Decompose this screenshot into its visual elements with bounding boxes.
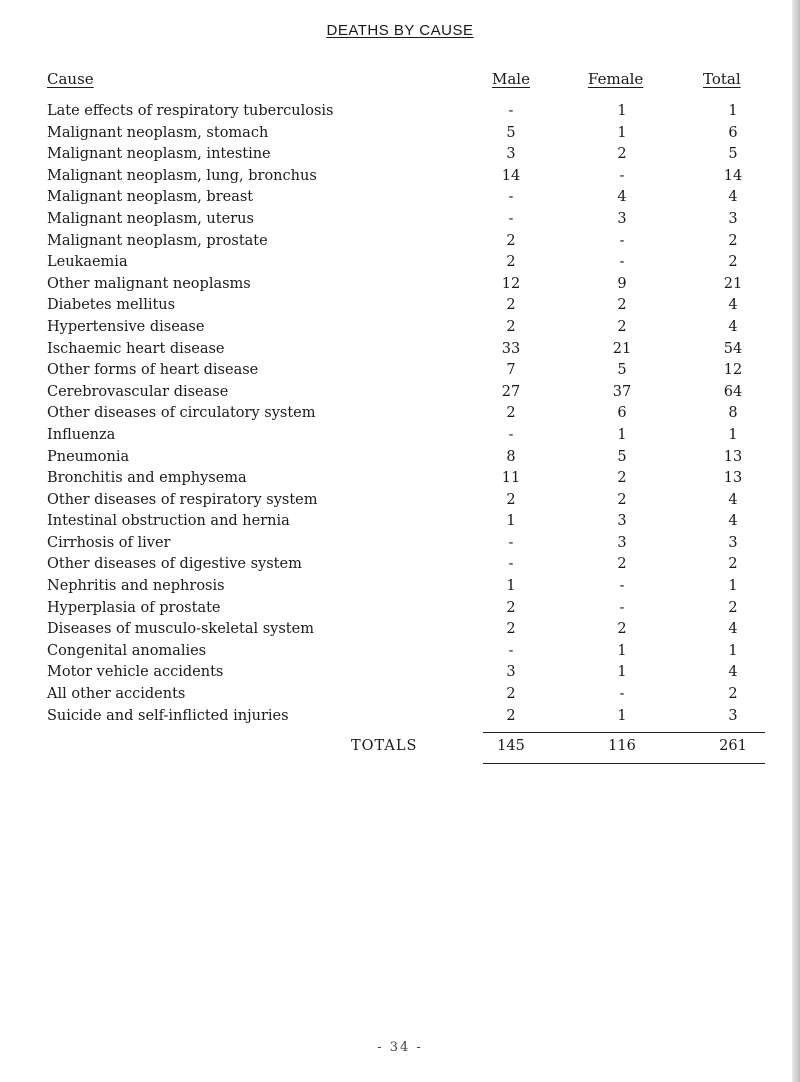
row-female: 6 xyxy=(617,405,627,422)
row-female: 2 xyxy=(617,297,627,314)
row-cause: Intestinal obstruction and hernia xyxy=(47,513,290,530)
row-male: 1 xyxy=(506,578,516,595)
table-row xyxy=(0,598,800,620)
row-male: - xyxy=(508,103,514,119)
row-male: 2 xyxy=(506,318,516,335)
row-female: 1 xyxy=(617,103,627,119)
totals-top-rule xyxy=(483,732,765,733)
row-cause: Other diseases of circulatory system xyxy=(47,405,316,422)
table-row xyxy=(0,662,800,684)
row-male: 7 xyxy=(506,362,516,379)
totals-total: 261 xyxy=(719,738,747,754)
row-female: 3 xyxy=(617,513,627,530)
row-male: - xyxy=(508,189,514,206)
row-female: - xyxy=(619,254,625,271)
row-male: 2 xyxy=(506,491,516,508)
table-row xyxy=(0,576,800,598)
row-total: 4 xyxy=(728,297,738,314)
table-row xyxy=(0,252,800,274)
row-cause: Other diseases of respiratory system xyxy=(47,491,318,508)
row-total: 54 xyxy=(723,340,743,357)
row-male: 27 xyxy=(501,383,521,400)
row-cause: All other accidents xyxy=(47,686,186,703)
row-male: 2 xyxy=(506,599,516,616)
row-total: 2 xyxy=(728,599,738,616)
row-total: 4 xyxy=(728,491,738,508)
row-total: 4 xyxy=(728,513,738,530)
row-cause: Late effects of respiratory tuberculosis xyxy=(47,103,334,119)
row-cause: Influenza xyxy=(47,426,116,443)
row-male: 2 xyxy=(506,707,516,724)
row-cause: Malignant neoplasm, intestine xyxy=(47,146,271,163)
row-female: 5 xyxy=(617,448,627,465)
row-total: 8 xyxy=(728,405,738,422)
table-row xyxy=(0,425,800,447)
cause-table xyxy=(0,101,800,727)
row-cause: Malignant neoplasm, breast xyxy=(47,189,254,206)
row-female: 21 xyxy=(612,340,632,357)
row-total: 3 xyxy=(728,210,738,227)
totals-female: 116 xyxy=(608,738,636,754)
row-total: 4 xyxy=(728,621,738,638)
row-male: - xyxy=(508,210,514,227)
table-row xyxy=(0,706,800,728)
row-female: - xyxy=(619,578,625,595)
row-female: 3 xyxy=(617,534,627,551)
row-total: 4 xyxy=(728,318,738,335)
row-total: 2 xyxy=(728,686,738,703)
row-total: 6 xyxy=(728,124,738,141)
row-female: 2 xyxy=(617,318,627,335)
row-female: 9 xyxy=(617,275,627,292)
row-total: 3 xyxy=(728,534,738,551)
table-row xyxy=(0,295,800,317)
row-female: 1 xyxy=(617,664,627,681)
row-male: - xyxy=(508,556,514,573)
row-cause: Ischaemic heart disease xyxy=(47,340,225,357)
page-title: DEATHS BY CAUSE xyxy=(326,22,474,39)
row-male: 2 xyxy=(506,232,516,249)
row-male: 1 xyxy=(506,513,516,530)
row-female: 2 xyxy=(617,146,627,163)
row-cause: Malignant neoplasm, lung, bronchus xyxy=(47,167,317,184)
table-row xyxy=(0,187,800,209)
row-female: 1 xyxy=(617,124,627,141)
row-female: - xyxy=(619,599,625,616)
row-female: 1 xyxy=(617,642,627,659)
row-male: 14 xyxy=(501,167,521,184)
row-female: 5 xyxy=(617,362,627,379)
row-total: 13 xyxy=(723,470,743,487)
row-total: 1 xyxy=(728,578,738,595)
row-female: 2 xyxy=(617,621,627,638)
row-total: 64 xyxy=(723,383,743,400)
table-row xyxy=(0,144,800,166)
row-male: 2 xyxy=(506,686,516,703)
row-cause: Other diseases of digestive system xyxy=(47,556,302,573)
row-total: 13 xyxy=(723,448,743,465)
table-row xyxy=(0,339,800,361)
row-total: 5 xyxy=(728,146,738,163)
row-female: 2 xyxy=(617,470,627,487)
row-cause: Suicide and self-inflicted injuries xyxy=(47,707,289,724)
header-female: Female xyxy=(588,70,644,88)
row-female: 1 xyxy=(617,707,627,724)
row-cause: Leukaemia xyxy=(47,254,128,271)
row-total: 2 xyxy=(728,254,738,271)
page-number: - 34 - xyxy=(377,1040,423,1055)
header-cause: Cause xyxy=(47,70,94,88)
table-row xyxy=(0,641,800,663)
row-cause: Congenital anomalies xyxy=(47,642,207,659)
row-total: 4 xyxy=(728,664,738,681)
row-male: 5 xyxy=(506,124,516,141)
row-cause: Malignant neoplasm, uterus xyxy=(47,210,254,227)
row-female: 1 xyxy=(617,426,627,443)
table-row xyxy=(0,403,800,425)
totals-male: 145 xyxy=(497,738,525,754)
row-cause: Malignant neoplasm, prostate xyxy=(47,232,268,249)
row-cause: Nephritis and nephrosis xyxy=(47,578,225,595)
header-total: Total xyxy=(703,70,741,88)
row-male: 2 xyxy=(506,254,516,271)
table-row xyxy=(0,382,800,404)
table-row xyxy=(0,360,800,382)
row-male: 2 xyxy=(506,621,516,638)
row-total: 2 xyxy=(728,556,738,573)
row-total: 3 xyxy=(728,707,738,724)
totals-bottom-rule xyxy=(483,763,765,764)
table-row xyxy=(0,447,800,469)
row-female: 2 xyxy=(617,556,627,573)
row-cause: Cirrhosis of liver xyxy=(47,534,171,551)
row-male: 3 xyxy=(506,146,516,163)
row-male: 3 xyxy=(506,664,516,681)
row-total: 21 xyxy=(723,275,743,292)
table-row xyxy=(0,317,800,339)
row-cause: Pneumonia xyxy=(47,448,130,465)
table-row xyxy=(0,533,800,555)
row-cause: Diseases of musculo-skeletal system xyxy=(47,621,314,638)
row-total: 1 xyxy=(728,642,738,659)
row-female: 4 xyxy=(617,189,627,206)
table-row xyxy=(0,468,800,490)
row-total: 2 xyxy=(728,232,738,249)
table-row xyxy=(0,231,800,253)
table-row xyxy=(0,490,800,512)
row-cause: Motor vehicle accidents xyxy=(47,664,224,681)
row-female: 37 xyxy=(612,383,632,400)
row-male: 2 xyxy=(506,297,516,314)
row-male: - xyxy=(508,426,514,443)
row-total: 12 xyxy=(723,362,743,379)
table-row xyxy=(0,209,800,231)
row-cause: Bronchitis and emphysema xyxy=(47,470,247,487)
row-cause: Hyperplasia of prostate xyxy=(47,599,221,616)
row-male: 11 xyxy=(501,470,521,487)
header-male: Male xyxy=(492,70,530,88)
totals-label: TOTALS xyxy=(351,738,418,754)
row-female: 3 xyxy=(617,210,627,227)
table-row xyxy=(0,274,800,296)
row-female: - xyxy=(619,167,625,184)
scan-edge xyxy=(792,0,800,1082)
row-total: 1 xyxy=(728,103,738,119)
table-row xyxy=(0,166,800,188)
row-male: - xyxy=(508,642,514,659)
row-cause: Cerebrovascular disease xyxy=(47,383,229,400)
table-row xyxy=(0,101,800,123)
row-cause: Other malignant neoplasms xyxy=(47,275,251,292)
row-cause: Malignant neoplasm, stomach xyxy=(47,124,269,141)
row-male: 2 xyxy=(506,405,516,422)
row-male: - xyxy=(508,534,514,551)
row-female: - xyxy=(619,686,625,703)
table-row xyxy=(0,511,800,533)
row-cause: Hypertensive disease xyxy=(47,318,205,335)
row-male: 12 xyxy=(501,275,521,292)
row-total: 4 xyxy=(728,189,738,206)
table-row xyxy=(0,123,800,145)
row-cause: Other forms of heart disease xyxy=(47,362,259,379)
table-row xyxy=(0,619,800,641)
row-male: 33 xyxy=(501,340,521,357)
row-total: 14 xyxy=(723,167,743,184)
row-male: 8 xyxy=(506,448,516,465)
table-row xyxy=(0,684,800,706)
row-total: 1 xyxy=(728,426,738,443)
row-female: - xyxy=(619,232,625,249)
table-row xyxy=(0,554,800,576)
row-cause: Diabetes mellitus xyxy=(47,297,176,314)
row-female: 2 xyxy=(617,491,627,508)
